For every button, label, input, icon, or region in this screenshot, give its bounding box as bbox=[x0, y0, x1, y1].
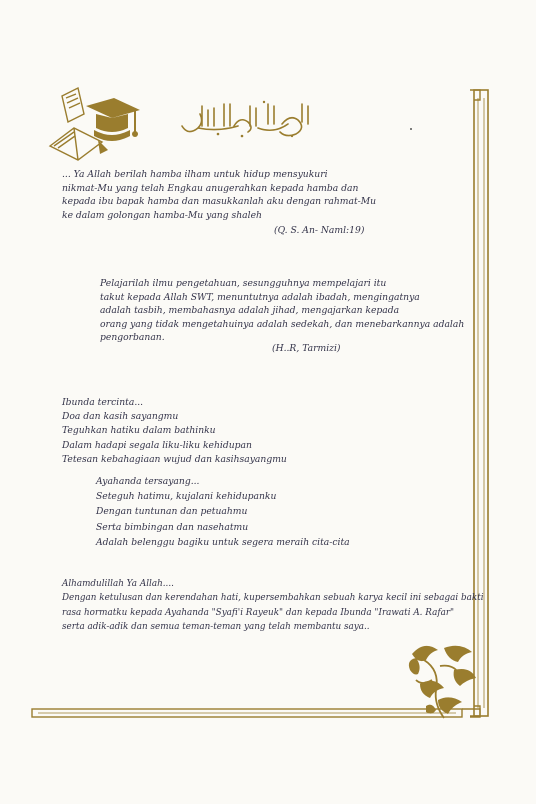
dedication-line: Dengan ketulusan dan kerendahan hati, kupersembahkan sebuah karya kecil ini sebagai bakti bbox=[62, 593, 484, 604]
poem-line: Ibunda tercinta... bbox=[62, 397, 144, 408]
quote-line: ke dalam golongan hamba-Mu yang shaleh bbox=[62, 209, 262, 221]
quran-quote bbox=[62, 168, 376, 222]
hadith-quote bbox=[100, 277, 464, 345]
quran-quote-source: (Q. S. An- Naml:19) bbox=[274, 225, 365, 236]
quote-line: ... Ya Allah berilah hamba ilham untuk hidup mensyukuri bbox=[62, 169, 328, 180]
scholar-book-emblem-icon bbox=[44, 84, 144, 164]
poem-line: Teguhkan hatiku dalam bathinku bbox=[62, 425, 216, 437]
quote-line: orang yang tidak mengetahuinya adalah sedekah, dan menebarkannya adalah bbox=[100, 318, 465, 330]
poem-line: Adalah belenggu bagiku untuk segera meraih cita-cita bbox=[96, 536, 350, 548]
poem-line: Dengan tuntunan dan petuahmu bbox=[96, 506, 248, 518]
arabic-calligraphy-basmalah-icon bbox=[178, 96, 318, 140]
poem-line: Serta bimbingan dan nasehatmu bbox=[96, 521, 249, 533]
poem-line: Doa dan kasih sayangmu bbox=[62, 411, 179, 423]
floral-ornament-icon bbox=[404, 640, 478, 720]
dedication-line: rasa hormatku kepada Ayahanda "Syafi'i Rayeuk" dan kepada Ibunda "Irawati A. Rafar" bbox=[62, 607, 455, 618]
quote-line: Pelajarilah ilmu pengetahuan, sesungguhnya mempelajari itu bbox=[100, 278, 387, 289]
mother-poem bbox=[62, 396, 287, 467]
dedication-line: Alhamdulillah Ya Allah.... bbox=[62, 579, 174, 589]
quote-line: adalah tasbih, membahasnya adalah jihad, mengajarkan kepada bbox=[100, 305, 400, 317]
quote-line: kepada ibu bapak hamba dan masukkanlah aku dengan rahmat-Mu bbox=[62, 196, 377, 208]
poem-line: Ayahanda tersayang... bbox=[96, 476, 200, 487]
speck bbox=[410, 128, 412, 130]
poem-line: Dalam hadapi segala liku-liku kehidupan bbox=[62, 439, 252, 451]
hadith-quote-source: (H..R, Tarmizi) bbox=[272, 343, 341, 354]
poem-line: Seteguh hatimu, kujalani kehidupanku bbox=[96, 491, 277, 503]
quote-line: takut kepada Allah SWT, menuntutnya adalah ibadah, mengingatnya bbox=[100, 291, 420, 303]
quote-line: nikmat-Mu yang telah Engkau anugerahkan kepada hamba dan bbox=[62, 182, 359, 194]
father-poem bbox=[96, 474, 350, 550]
dedication-text bbox=[62, 577, 484, 635]
quote-line: pengorbanan. bbox=[100, 332, 165, 344]
poem-line: Tetesan kebahagiaan wujud dan kasihsayangmu bbox=[62, 453, 287, 465]
dedication-line: serta adik-adik dan semua teman-teman yang telah membantu saya.. bbox=[62, 622, 370, 633]
